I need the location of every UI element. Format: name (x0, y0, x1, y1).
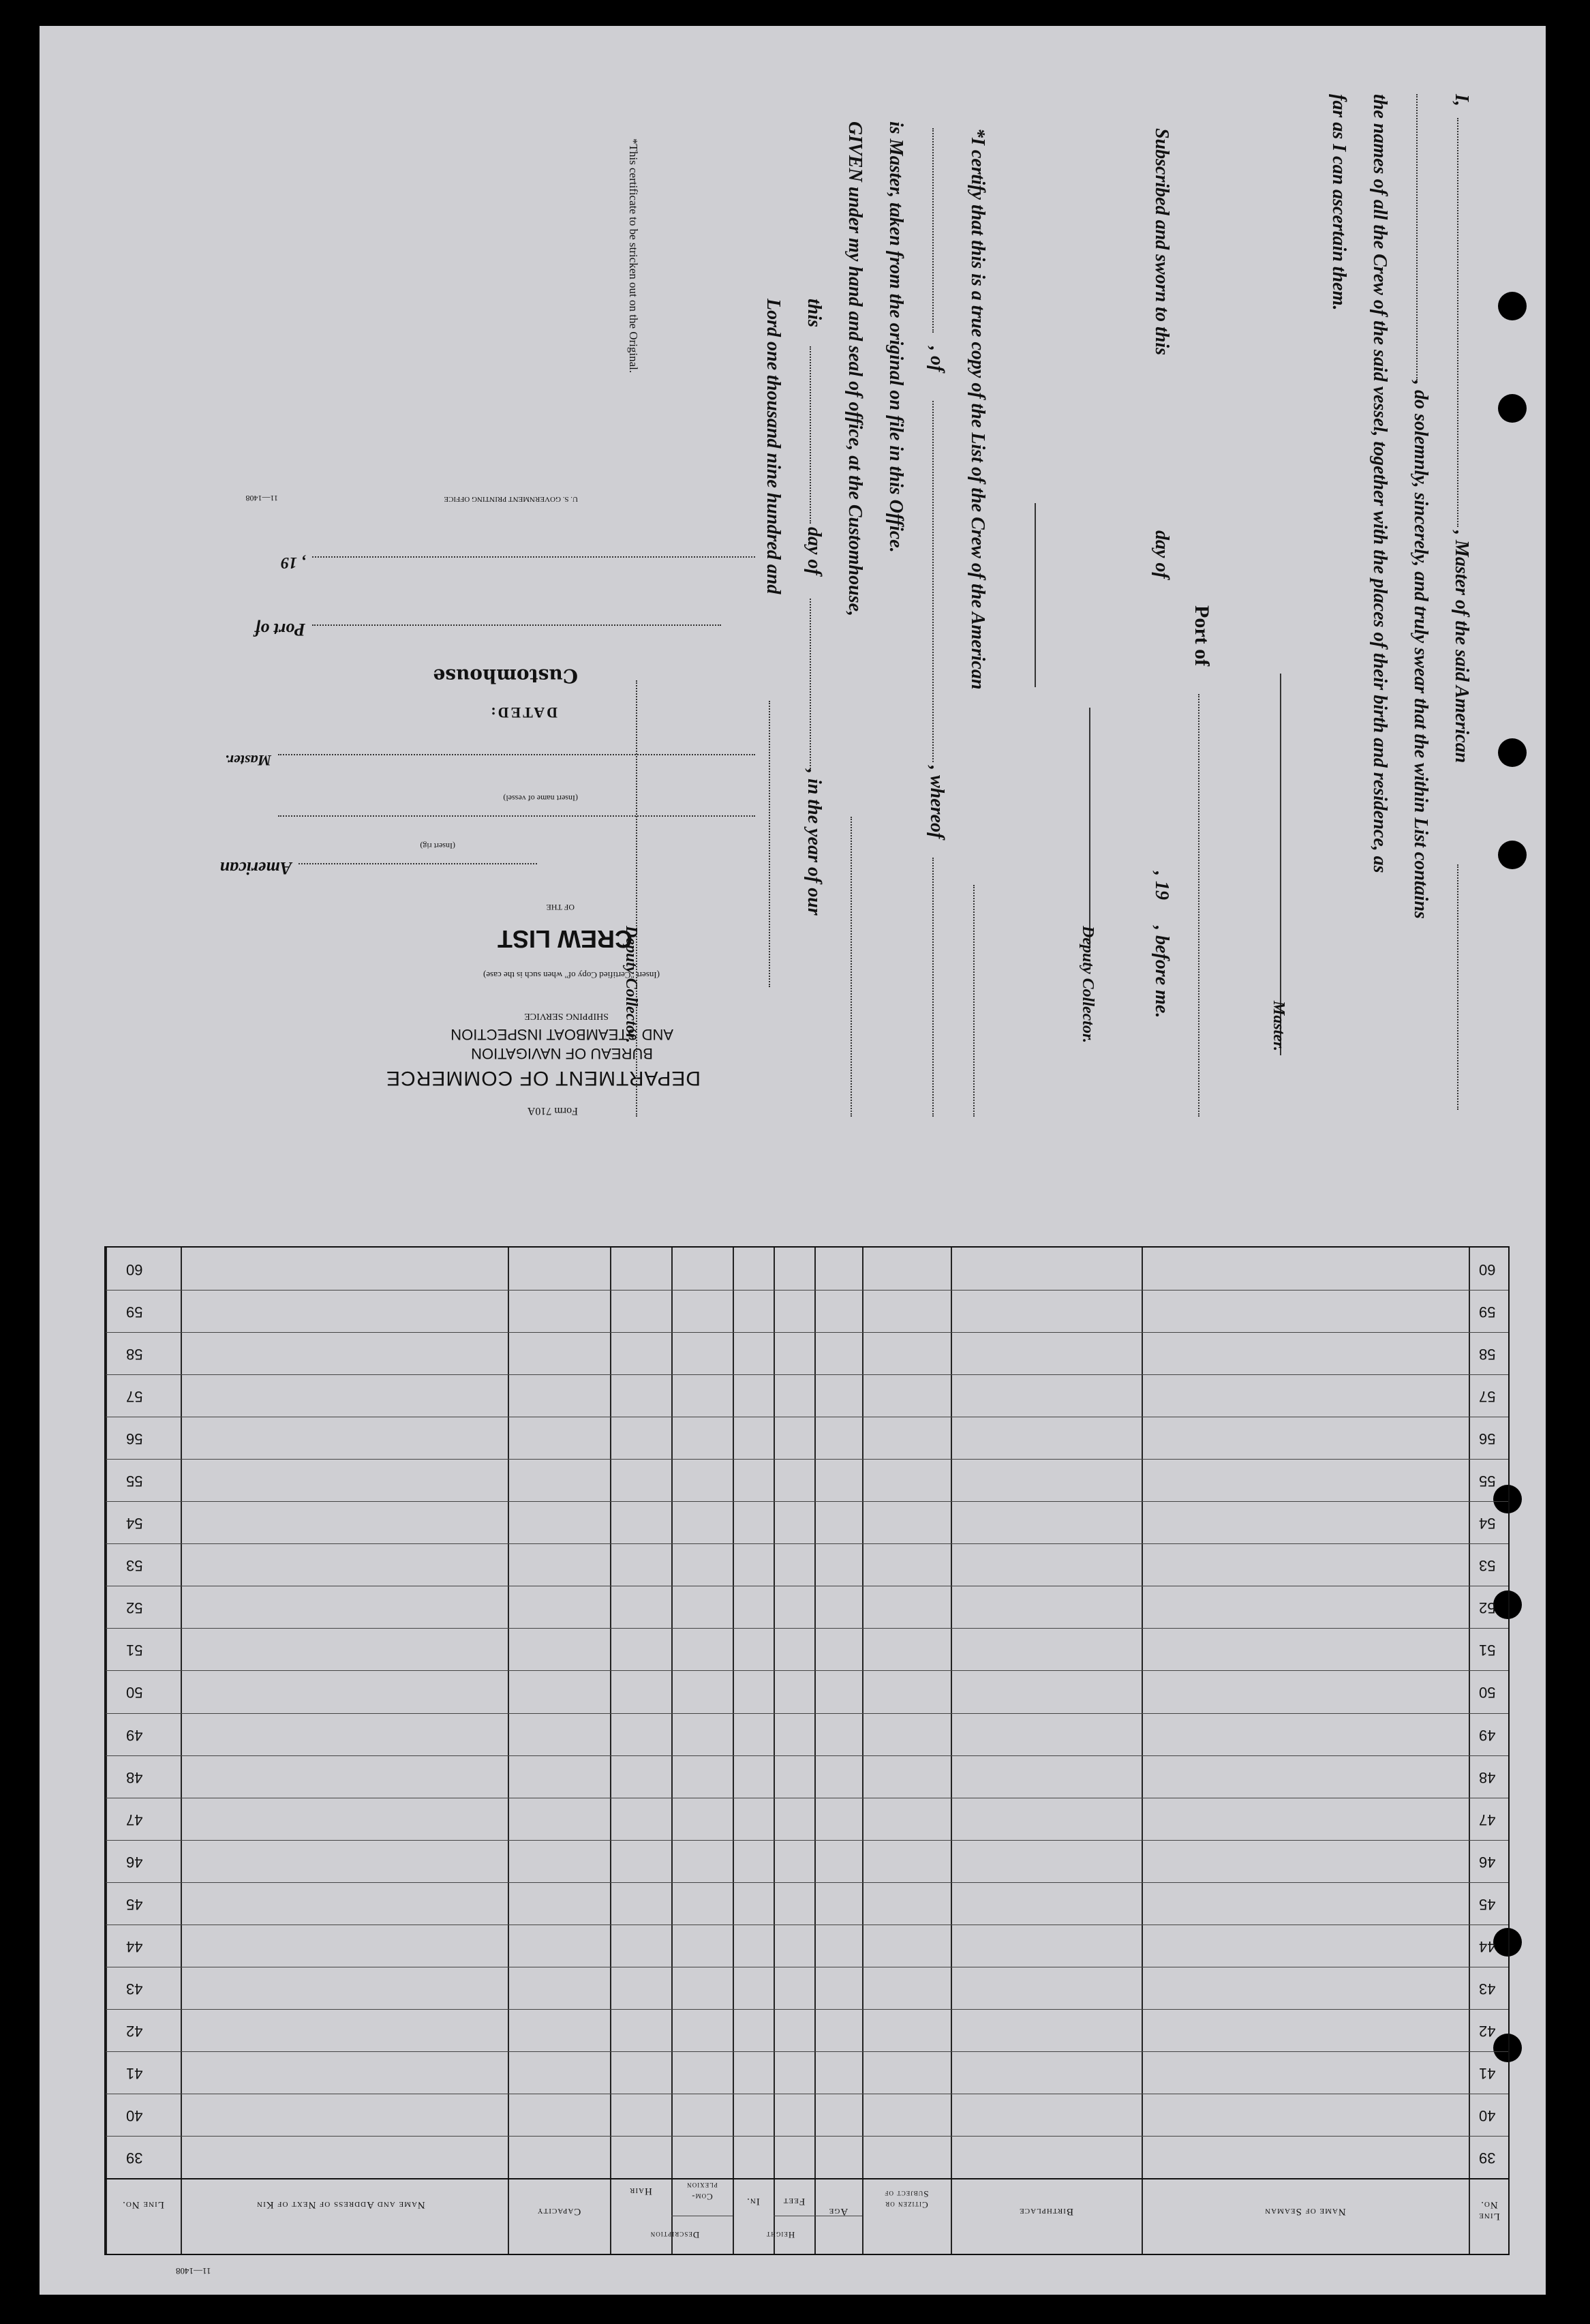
line-number-left: 50 (126, 1684, 143, 1702)
line-number-right: 51 (1479, 1642, 1496, 1659)
header-citizen: Citizen or Subject of (884, 2189, 929, 2210)
oath-port-of: Port of (1191, 605, 1213, 667)
header-hair: Hair (629, 2186, 652, 2197)
year-label: , 19 (281, 554, 305, 571)
line-number-right: 54 (1479, 1515, 1496, 1533)
oath-master-sig: Master. (1270, 1001, 1287, 1052)
oath-line2: , do solemnly, sincerely, and truly swear that the within List contains (1410, 380, 1431, 919)
port-of-label: Port of (254, 620, 305, 639)
cert-line4: GIVEN under my hand and seal of office, at the Customhouse, (844, 121, 866, 617)
line-number-left: 53 (126, 1557, 143, 1575)
cert-line6: Lord one thousand nine hundred and (763, 299, 784, 594)
line-number-right: 55 (1479, 1473, 1496, 1490)
line-number-left: 55 (126, 1473, 143, 1490)
line-number-right: 42 (1479, 2022, 1496, 2040)
row-line (106, 2051, 1508, 2052)
line-number-left: 45 (126, 1895, 143, 1913)
header-birthplace: Birthplace (1019, 2206, 1073, 2217)
american-label: American (219, 858, 292, 878)
line-number-left: 39 (126, 2149, 143, 2167)
line-number-right: 53 (1479, 1557, 1496, 1575)
form-number: Form 710A (527, 1105, 578, 1117)
header-next-of-kin: Name and Address of Next of Kin (256, 2199, 425, 2210)
line-number-right: 58 (1479, 1346, 1496, 1363)
punch-hole (1498, 292, 1527, 320)
gpo-code: 11—1408 (245, 494, 278, 503)
header-age: Age (828, 2206, 848, 2217)
header-description: Description (649, 2230, 700, 2240)
line-number-left: 60 (126, 1261, 143, 1279)
line-number-left: 51 (126, 1642, 143, 1659)
crew-table (104, 1246, 1510, 2255)
line-number-right: 49 (1479, 1726, 1496, 1744)
cert-line2-of: , of (926, 346, 947, 372)
line-number-right: 39 (1479, 2149, 1496, 2167)
oath-year-19: , 19 (1151, 871, 1172, 900)
line-number-right: 46 (1479, 1853, 1496, 1871)
header-line-no-right: Line No. (1478, 2199, 1500, 2222)
oath-subscribed: Subscribed and sworn to this (1151, 128, 1172, 355)
line-number-left: 44 (126, 1937, 143, 1955)
oath-deputy-collector: Deputy Collector. (1079, 926, 1097, 1043)
customhouse-label: Customhouse (433, 665, 578, 687)
row-line (106, 1290, 1508, 1291)
insert-vessel: (Insert name of vessel) (503, 794, 578, 803)
row-line (106, 1501, 1508, 1502)
line-number-left: 43 (126, 1980, 143, 1997)
oath-line1-start: I, (1451, 94, 1472, 106)
insert-note: (Insert "Certified Copy of" when such is the case) (483, 970, 660, 980)
line-number-right: 59 (1479, 1303, 1496, 1321)
cert-line1: *I certify that this is a true copy of the List of the Crew of the American (967, 128, 988, 690)
oath-before-me: , before me. (1151, 926, 1172, 1018)
header-complexion: Com- plexion (686, 2181, 718, 2202)
line-number-left: 46 (126, 1853, 143, 1871)
line-number-right: 45 (1479, 1895, 1496, 1913)
cover-header (108, 162, 960, 1117)
master-label: Master. (225, 752, 271, 769)
cert-line5-dayof: day of (804, 527, 825, 575)
oath-day-of: day of (1151, 530, 1172, 579)
line-number-left: 40 (126, 2107, 143, 2124)
cert-line5-this: this (804, 299, 825, 328)
dept-title: DEPARTMENT OF COMMERCE (385, 1067, 701, 1089)
row-line (106, 1459, 1508, 1460)
line-number-right: 43 (1479, 1980, 1496, 1997)
row-line (106, 1840, 1508, 1841)
header-height: Height (765, 2230, 795, 2240)
table-bottom-code: 11—1408 (176, 2266, 211, 2276)
cert-line5-end: , in the year of our (804, 769, 825, 916)
line-number-right: 41 (1479, 2064, 1496, 2082)
crew-list-title: CREW LIST (498, 925, 632, 953)
line-number-right: 47 (1479, 1811, 1496, 1828)
insert-rig: (Insert rig) (420, 841, 455, 851)
row-line (106, 1543, 1508, 1544)
cert-line2-whereof: , whereof (926, 766, 947, 839)
line-number-right: 52 (1479, 1599, 1496, 1617)
document-page (40, 26, 1546, 2295)
line-number-right: 44 (1479, 1937, 1496, 1955)
line-number-left: 56 (126, 1430, 143, 1448)
bureau-line2: AND STEAMBOAT INSPECTION (450, 1026, 673, 1043)
line-number-left: 49 (126, 1726, 143, 1744)
line-number-right: 60 (1479, 1261, 1496, 1279)
oath-line1-end: , Master of the said American (1451, 530, 1472, 764)
oath-line3: the names of all the Crew of the said vessel, together with the places of their birth and residence, as (1369, 94, 1390, 873)
line-number-right: 56 (1479, 1430, 1496, 1448)
row-line (106, 1332, 1508, 1333)
row-line (106, 2009, 1508, 2010)
row-line (106, 2136, 1508, 2137)
line-number-left: 41 (126, 2064, 143, 2082)
of-the: OF THE (546, 903, 575, 912)
oath-line4: far as I can ascertain them. (1328, 94, 1349, 311)
header-feet: Feet (782, 2196, 806, 2207)
punch-hole (1498, 738, 1527, 767)
gpo-imprint: U. S. GOVERNMENT PRINTING OFFICE (444, 495, 578, 503)
punch-hole (1498, 841, 1527, 869)
line-number-right: 50 (1479, 1684, 1496, 1702)
footnote: *This certificate to be stricken out on the Original. (627, 138, 640, 374)
cert-deputy-collector: Deputy Collector. (622, 926, 640, 1043)
shipping-service: SHIPPING SERVICE (524, 1011, 609, 1021)
cert-line3: is Master, taken from the original on file in this Office. (885, 121, 906, 553)
dated-label: DATED: (489, 704, 557, 721)
line-number-left: 52 (126, 1599, 143, 1617)
header-inches: In. (746, 2196, 760, 2207)
line-number-left: 47 (126, 1811, 143, 1828)
line-number-left: 57 (126, 1388, 143, 1406)
line-number-right: 40 (1479, 2107, 1496, 2124)
line-number-left: 54 (126, 1515, 143, 1533)
row-line (106, 1882, 1508, 1883)
row-line (106, 1755, 1508, 1756)
header-line-no: Line No. (122, 2199, 164, 2210)
line-number-left: 59 (126, 1303, 143, 1321)
line-number-left: 48 (126, 1768, 143, 1786)
bureau: BUREAU OF NAVIGATION (471, 1045, 653, 1062)
line-number-right: 48 (1479, 1768, 1496, 1786)
row-line (106, 1713, 1508, 1714)
row-line (106, 1670, 1508, 1671)
header-capacity: Capacity (536, 2206, 581, 2217)
row-line (106, 1628, 1508, 1629)
line-number-right: 57 (1479, 1388, 1496, 1406)
header-name-of-seaman: Name of Seaman (1264, 2206, 1346, 2217)
punch-hole (1498, 394, 1527, 423)
line-number-left: 58 (126, 1346, 143, 1363)
line-number-left: 42 (126, 2022, 143, 2040)
row-line (106, 1374, 1508, 1375)
